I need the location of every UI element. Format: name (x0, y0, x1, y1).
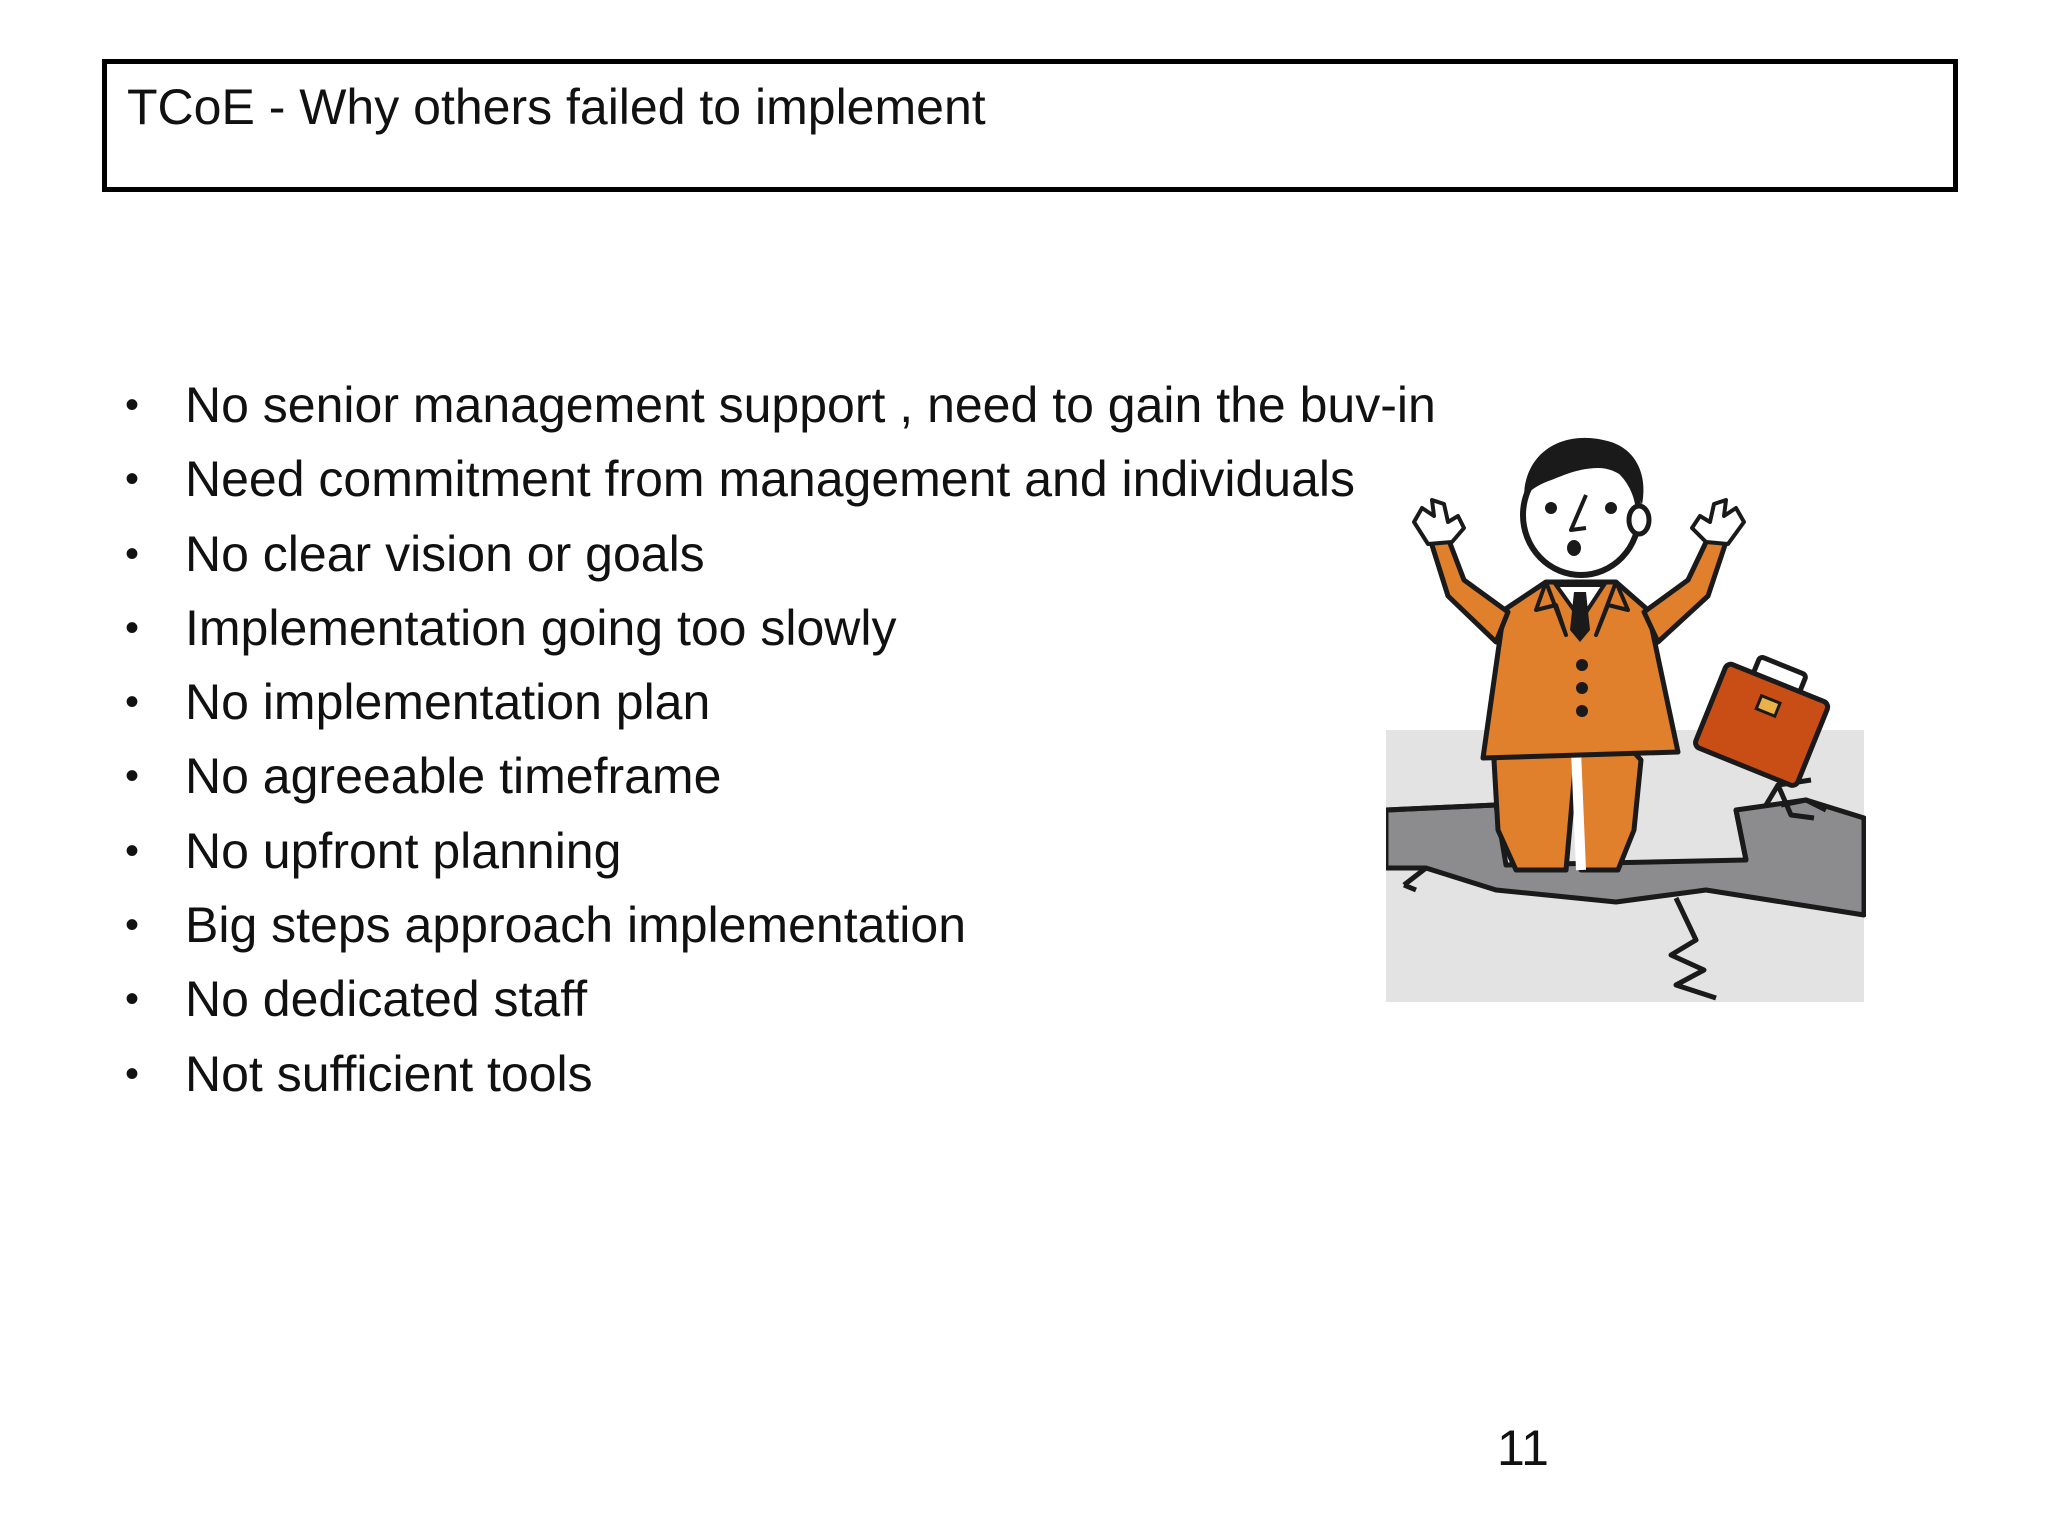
eye-left (1545, 502, 1557, 514)
slide-title-box (102, 59, 1958, 192)
bullet-icon: • (125, 605, 140, 650)
bullet-icon: • (125, 531, 140, 576)
leg-gap (1576, 750, 1581, 870)
bullet-icon: • (125, 383, 140, 427)
jacket-button (1576, 659, 1588, 671)
slide-title: TCoE - Why others failed to implement (127, 79, 986, 135)
bullet-text: No dedicated staff (185, 971, 588, 1028)
bullet-text: No clear vision or goals (185, 525, 705, 582)
ear (1629, 506, 1649, 534)
bullet-icon: • (125, 977, 140, 1022)
bullet-text: Need commitment from management and individuals (185, 451, 1355, 508)
bullet-text: No implementation plan (185, 674, 711, 731)
bullet-icon: • (125, 828, 140, 873)
right-arm (1644, 538, 1726, 642)
bullet-icon: • (125, 1051, 140, 1096)
bullet-icon: • (125, 903, 140, 948)
jacket-button (1576, 705, 1588, 717)
bullet-text: No senior management support , need to gain the buv-in (185, 377, 1436, 433)
bullet-icon: • (125, 680, 140, 725)
left-arm (1431, 538, 1508, 642)
bullet-text: Not sufficient tools (185, 1045, 593, 1102)
bullet-text: Implementation going too slowly (185, 599, 897, 656)
eye-right (1605, 502, 1617, 514)
right-hand (1692, 500, 1744, 544)
left-hand (1414, 500, 1464, 544)
bullet-icon: • (125, 754, 140, 799)
page-number: 11 (1497, 1420, 1549, 1476)
mouth (1567, 540, 1581, 556)
businessman-falling-through-cracked-floor-icon (1386, 420, 1866, 1002)
bullet-text: Big steps approach implementation (185, 897, 967, 954)
jacket-button (1576, 682, 1588, 694)
bullet-text: No upfront planning (185, 822, 622, 879)
bullet-text: No agreeable timeframe (185, 748, 722, 805)
bullet-icon: • (125, 457, 140, 502)
